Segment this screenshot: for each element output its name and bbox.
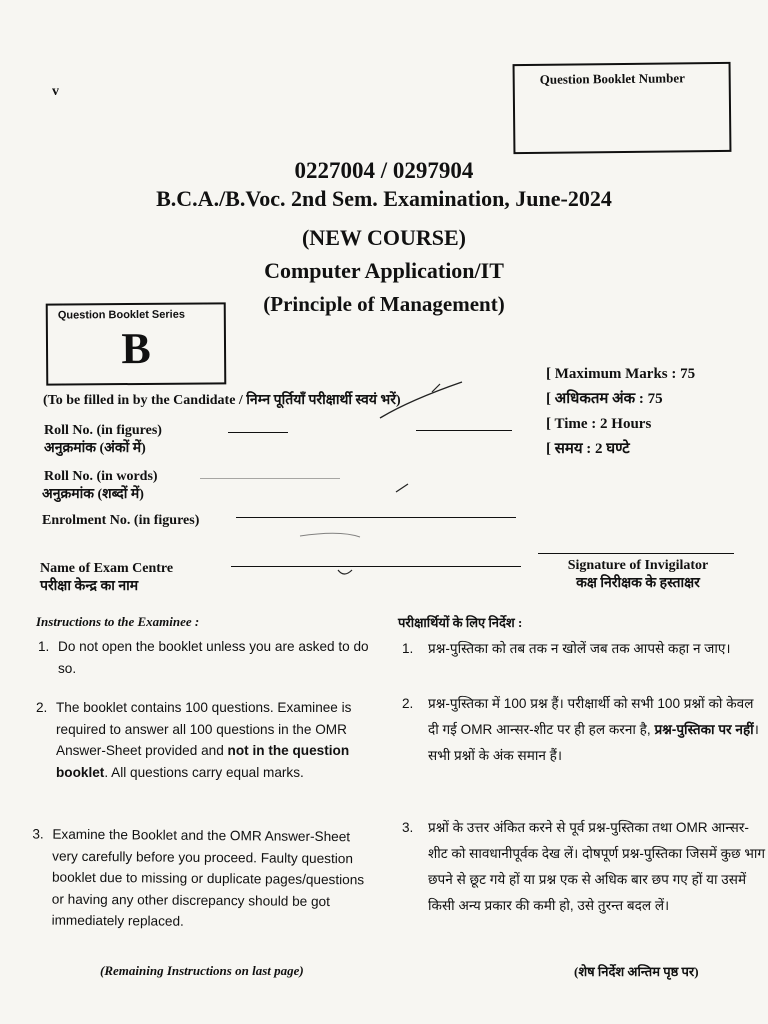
instruction-hi-1-num: 1. — [402, 641, 414, 656]
instruction-hi-2-text-b: । सभी प्रश्नों के अंक समान हैं। — [428, 722, 759, 763]
exam-centre-label-hi: परीक्षा केन्द्र का नाम — [40, 579, 139, 594]
invigilator-label-hi: कक्ष निरीक्षक के हस्ताक्षर — [576, 576, 700, 591]
instructions-footer-en: (Remaining Instructions on last page) — [100, 963, 304, 978]
exam-title: B.C.A./B.Voc. 2nd Sem. Examination, June-2024 — [156, 186, 612, 211]
instruction-en-2 — [36, 697, 376, 783]
roll-figures-label-hi: अनुक्रमांक (अंकों में) — [44, 441, 146, 456]
invigilator-label-en: Signature of Invigilator — [567, 558, 709, 573]
instruction-en-2-num: 2. — [36, 700, 48, 715]
instruction-en-3 — [32, 824, 369, 934]
instruction-en-1-num: 1. — [38, 639, 50, 654]
time-hi: [ समय : 2 घण्टे — [546, 441, 630, 457]
instruction-hi-2-text-a: प्रश्न-पुस्तिका में 100 प्रश्न हैं। परीक्षार्थी को सभी 100 प्रश्नों को केवल दी गई OMR आन्सर-शीट पर ही हल करना है, — [428, 696, 754, 737]
subject-title: Computer Application/IT — [264, 258, 504, 283]
instruction-hi-2-num: 2. — [402, 696, 414, 711]
instruction-en-2-text-bold: not in the question booklet — [56, 743, 350, 780]
exam-centre-label-en: Name of Exam Centre — [40, 561, 174, 576]
time-en: [ Time : 2 Hours — [546, 416, 652, 432]
enrolment-label: Enrolment No. (in figures) — [42, 513, 200, 528]
instruction-hi-3-text: प्रश्नों के उत्तर अंकित करने से पूर्व प्रश्न-पुस्तिका तथा OMR आन्सर-शीट को सावधानीपूर्वक देख लें। दोषपूर्ण प्रश्न-पुस्तिका जिसमें कुछ भाग छपने से छूट गये हों या प्रश्न एक से अधिक बार छप गए हों या उसमें किसी अन्य प्रकार की कमी हो, उसे तुरन्त बदल लें। — [428, 820, 766, 913]
instruction-hi-1 — [402, 636, 766, 662]
instruction-hi-3 — [402, 815, 766, 919]
instruction-en-1-text: Do not open the booklet unless you are asked to do so. — [58, 639, 369, 676]
roll-words-label-en: Roll No. (in words) — [44, 469, 158, 484]
instruction-en-2-text-a: The booklet contains 100 questions. Examinee is required to answer all 100 questions in the OMR Answer-Sheet provided and — [56, 700, 352, 758]
candidate-fill-note: (To be filled in by the Candidate / निम्न पूर्तियाँ परीक्षार्थी स्वयं भरें) — [43, 393, 401, 408]
instruction-hi-3-num: 3. — [402, 820, 414, 835]
series-letter: B — [121, 323, 151, 374]
paper-codes: 0227004 / 0297904 — [294, 158, 474, 183]
instruction-hi-1-text: प्रश्न-पुस्तिका को तब तक न खोलें जब तक आपसे कहा न जाए। — [428, 641, 731, 656]
instruction-en-2-text-b: . All questions carry equal marks. — [104, 764, 304, 780]
instructions-heading-hi: परीक्षार्थियों के लिए निर्देश : — [398, 615, 523, 630]
paper-title: (Principle of Management) — [263, 292, 505, 316]
instruction-en-3-text: Examine the Booklet and the OMR Answer-Sheet very carefully before you proceed. Faulty question booklet due to missing or duplicate pages/questions or having any other discrepancy should be got immediately replaced. — [51, 826, 365, 929]
instruction-hi-2-text-bold: प्रश्न-पुस्तिका पर नहीं — [654, 722, 754, 737]
instructions-footer-hi: (शेष निर्देश अन्तिम पृष्ठ पर) — [574, 964, 699, 979]
maximum-marks-en: [ Maximum Marks : 75 — [546, 366, 696, 382]
question-booklet-number-label: Question Booklet Number — [539, 70, 685, 87]
roll-words-label-hi: अनुक्रमांक (शब्दों में) — [42, 487, 144, 502]
maximum-marks-hi: [ अधिकतम अंक : 75 — [546, 391, 663, 407]
instruction-en-3-num: 3. — [32, 826, 44, 842]
series-label: Question Booklet Series — [57, 308, 185, 322]
instruction-en-1 — [38, 636, 378, 679]
roll-figures-label-en: Roll No. (in figures) — [44, 423, 162, 438]
corner-mark: v — [52, 84, 59, 99]
instructions-heading-en: Instructions to the Examinee : — [36, 614, 200, 629]
course-type: (NEW COURSE) — [301, 225, 466, 250]
instruction-hi-2 — [402, 691, 766, 769]
